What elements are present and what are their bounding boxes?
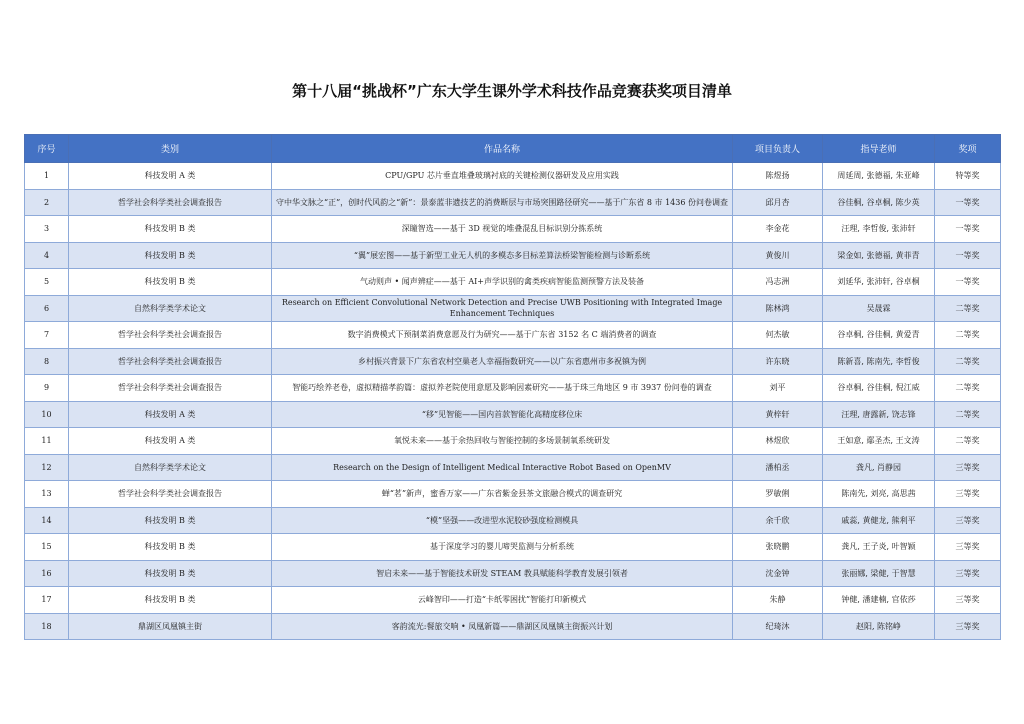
work-title-cell: CPU/GPU 芯片垂直堆叠玻璃衬底的关键检测仪器研发及应用实践 [272, 163, 733, 190]
work-title-cell: “移”见智能——国内首款智能化高精度移位床 [272, 401, 733, 428]
leader-cell: 余千欣 [733, 507, 823, 534]
advisor-cell: 谷佳桐, 谷卓桐, 陈少英 [823, 189, 935, 216]
award-cell: 二等奖 [935, 295, 1001, 322]
row-number: 14 [25, 507, 69, 534]
leader-cell: 邱月杏 [733, 189, 823, 216]
row-number: 9 [25, 375, 69, 402]
advisor-cell: 谷卓桐, 谷佳桐, 黄爱青 [823, 322, 935, 349]
category-cell: 哲学社会科学类社会调查报告 [69, 481, 272, 508]
row-number: 6 [25, 295, 69, 322]
award-cell: 二等奖 [935, 428, 1001, 455]
leader-cell: 何杰敏 [733, 322, 823, 349]
header-award: 奖项 [935, 135, 1001, 163]
award-cell: 三等奖 [935, 481, 1001, 508]
award-cell: 三等奖 [935, 534, 1001, 561]
advisor-cell: 陈新喜, 陈南先, 李哲俊 [823, 348, 935, 375]
advisor-cell: 汪理, 唐露新, 饶志锋 [823, 401, 935, 428]
category-cell: 科技发明 B 类 [69, 587, 272, 614]
category-cell: 哲学社会科学类社会调查报告 [69, 322, 272, 349]
row-number: 13 [25, 481, 69, 508]
advisor-cell: 王如意, 鄢圣杰, 王文涛 [823, 428, 935, 455]
award-cell: 三等奖 [935, 560, 1001, 587]
work-title-cell: 客韵流光:餐旅交响 • 凤凰新篇——鼎湖区凤凰镇主街振兴计划 [272, 613, 733, 640]
work-title-cell: 深瞳智选——基于 3D 视觉的堆叠混乱目标识别分拣系统 [272, 216, 733, 243]
table-row [25, 507, 1001, 534]
table-row [25, 189, 1001, 216]
row-number: 7 [25, 322, 69, 349]
table-header-row [25, 135, 1001, 163]
row-number: 8 [25, 348, 69, 375]
award-cell: 三等奖 [935, 507, 1001, 534]
row-number: 17 [25, 587, 69, 614]
header-leader: 项目负责人 [733, 135, 823, 163]
award-cell: 特等奖 [935, 163, 1001, 190]
table-row [25, 534, 1001, 561]
work-title-cell: “翼”展宏图——基于新型工业无人机的多模态多目标差算法桥梁智能检测与诊断系统 [272, 242, 733, 269]
category-cell: 科技发明 B 类 [69, 560, 272, 587]
award-cell: 二等奖 [935, 401, 1001, 428]
table-row [25, 587, 1001, 614]
leader-cell: 李金花 [733, 216, 823, 243]
category-cell: 科技发明 B 类 [69, 269, 272, 296]
award-cell: 二等奖 [935, 375, 1001, 402]
header-category: 类别 [69, 135, 272, 163]
award-cell: 一等奖 [935, 189, 1001, 216]
advisor-cell: 梁金如, 张德福, 黄菲青 [823, 242, 935, 269]
category-cell: 科技发明 B 类 [69, 534, 272, 561]
leader-cell: 陈煜扬 [733, 163, 823, 190]
table-row [25, 242, 1001, 269]
advisor-cell: 刘延华, 张沛轩, 谷卓桐 [823, 269, 935, 296]
table-row [25, 163, 1001, 190]
row-number: 10 [25, 401, 69, 428]
category-cell: 哲学社会科学类社会调查报告 [69, 348, 272, 375]
advisor-cell: 张丽娜, 梁健, 于智慧 [823, 560, 935, 587]
row-number: 1 [25, 163, 69, 190]
work-title-cell: 守中华文脉之“正”，创时代风韵之“新”：景泰蓝非遗技艺的消费断层与市场突围路径研究——基于广东省 8 市 1436 份问卷调查 [272, 189, 733, 216]
table-row [25, 454, 1001, 481]
row-number: 11 [25, 428, 69, 455]
advisor-cell: 陈南先, 刘亮, 高思茜 [823, 481, 935, 508]
work-title-cell: 基于深度学习的婴儿啼哭监测与分析系统 [272, 534, 733, 561]
work-title-cell: 云峰智印——打造“卡纸零困扰”智能打印新模式 [272, 587, 733, 614]
advisor-cell: 谷卓桐, 谷佳桐, 倪江威 [823, 375, 935, 402]
category-cell: 科技发明 A 类 [69, 163, 272, 190]
table-row [25, 216, 1001, 243]
table-row [25, 375, 1001, 402]
leader-cell: 黄梓轩 [733, 401, 823, 428]
table-row [25, 269, 1001, 296]
table-row [25, 295, 1001, 322]
category-cell: 哲学社会科学类社会调查报告 [69, 189, 272, 216]
work-title-cell: 乡村振兴背景下广东省农村空巢老人幸福指数研究——以广东省惠州市多祝镇为例 [272, 348, 733, 375]
table-body [25, 163, 1001, 640]
row-number: 2 [25, 189, 69, 216]
category-cell: 哲学社会科学类社会调查报告 [69, 375, 272, 402]
page-title: 第十八届“挑战杯”广东大学生课外学术科技作品竞赛获奖项目清单 [292, 82, 732, 100]
work-title-cell: 数字消费模式下预制菜消费意愿及行为研究——基于广东省 3152 名 C 端消费者的调查 [272, 322, 733, 349]
table-row [25, 322, 1001, 349]
leader-cell: 朱静 [733, 587, 823, 614]
row-number: 4 [25, 242, 69, 269]
table-row [25, 401, 1001, 428]
award-cell: 一等奖 [935, 269, 1001, 296]
award-cell: 三等奖 [935, 587, 1001, 614]
leader-cell: 罗敏俐 [733, 481, 823, 508]
leader-cell: 纪琦沐 [733, 613, 823, 640]
work-title-cell: “模”坚强——改进型水泥胶砂强度检测模具 [272, 507, 733, 534]
work-title-cell: 智启未来——基于智能技术研发 STEAM 教具赋能科学教育发展引领者 [272, 560, 733, 587]
table-row [25, 560, 1001, 587]
header-no: 序号 [25, 135, 69, 163]
category-cell: 自然科学类学术论文 [69, 454, 272, 481]
work-title-cell: Research on the Design of Intelligent Medical Interactive Robot Based on OpenMV [272, 454, 733, 481]
table-row [25, 428, 1001, 455]
category-cell: 鼎湖区凤凰镇主街 [69, 613, 272, 640]
category-cell: 科技发明 A 类 [69, 428, 272, 455]
work-title-cell: 蝉“茗”新声，蜜香万家——广东省紫金县茶文旅融合模式的调查研究 [272, 481, 733, 508]
leader-cell: 张晓鹏 [733, 534, 823, 561]
leader-cell: 冯志洲 [733, 269, 823, 296]
advisor-cell: 戚蕊, 黄健龙, 熊利平 [823, 507, 935, 534]
leader-cell: 林煜欣 [733, 428, 823, 455]
table-row [25, 481, 1001, 508]
category-cell: 科技发明 B 类 [69, 216, 272, 243]
row-number: 12 [25, 454, 69, 481]
advisor-cell: 钟健, 潘建楠, 官依莎 [823, 587, 935, 614]
advisor-cell: 赵阳, 陈铭峥 [823, 613, 935, 640]
award-cell: 三等奖 [935, 613, 1001, 640]
category-cell: 科技发明 B 类 [69, 507, 272, 534]
advisor-cell: 龚凡, 王子炎, 叶智颖 [823, 534, 935, 561]
advisor-cell: 吴晟霖 [823, 295, 935, 322]
award-cell: 一等奖 [935, 216, 1001, 243]
header-advisor: 指导老师 [823, 135, 935, 163]
leader-cell: 潘柏丞 [733, 454, 823, 481]
leader-cell: 黄俊川 [733, 242, 823, 269]
award-cell: 三等奖 [935, 454, 1001, 481]
row-number: 16 [25, 560, 69, 587]
table-row [25, 348, 1001, 375]
category-cell: 自然科学类学术论文 [69, 295, 272, 322]
row-number: 18 [25, 613, 69, 640]
advisor-cell: 龚凡, 肖静园 [823, 454, 935, 481]
row-number: 5 [25, 269, 69, 296]
category-cell: 科技发明 A 类 [69, 401, 272, 428]
advisor-cell: 汪理, 李哲俊, 张沛轩 [823, 216, 935, 243]
award-cell: 一等奖 [935, 242, 1001, 269]
table-row [25, 613, 1001, 640]
work-title-cell: Research on Efficient Convolutional Network Detection and Precise UWB Positioning with Integrated Image Enhancement Techniques [272, 295, 733, 322]
leader-cell: 许东晓 [733, 348, 823, 375]
category-cell: 科技发明 B 类 [69, 242, 272, 269]
advisor-cell: 周延周, 张德福, 朱亚峰 [823, 163, 935, 190]
award-cell: 二等奖 [935, 322, 1001, 349]
row-number: 3 [25, 216, 69, 243]
work-title-cell: 气动则声 • 闻声辨症——基于 AI+声学识别的禽类疾病智能监测预警方法及装备 [272, 269, 733, 296]
award-cell: 二等奖 [935, 348, 1001, 375]
leader-cell: 刘平 [733, 375, 823, 402]
work-title-cell: 氧悦未来——基于余热回收与智能控制的多场景制氧系统研发 [272, 428, 733, 455]
work-title-cell: 智能巧绘养老卷，虚拟精描孝韵篇：虚拟养老院使用意愿及影响因素研究——基于珠三角地区 9 市 3937 份问卷的调查 [272, 375, 733, 402]
leader-cell: 陈林鸿 [733, 295, 823, 322]
leader-cell: 沈金钟 [733, 560, 823, 587]
header-work: 作品名称 [272, 135, 733, 163]
awards-table [24, 134, 1001, 640]
row-number: 15 [25, 534, 69, 561]
